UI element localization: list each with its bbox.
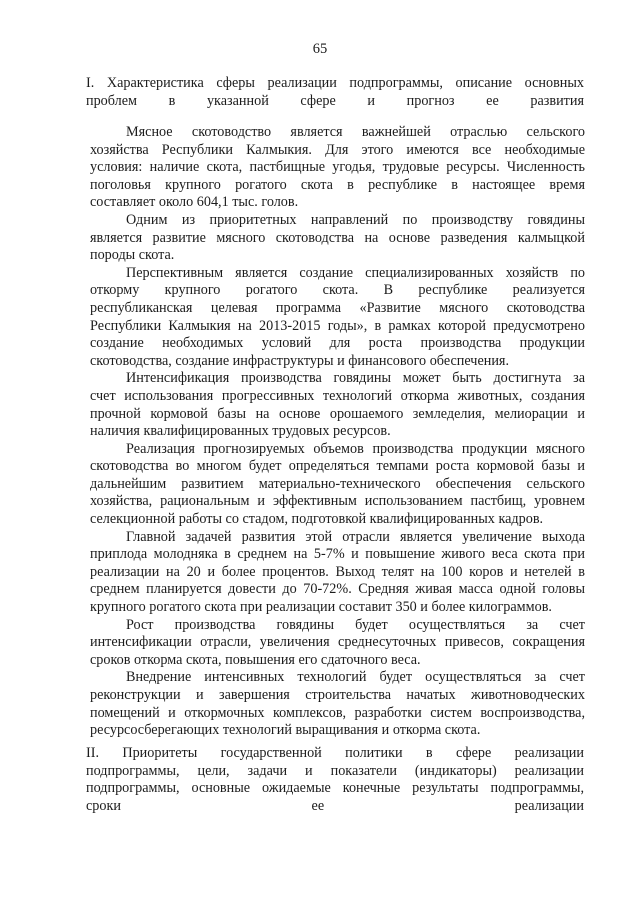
paragraph	[90, 265, 585, 371]
page-number: 65	[312, 41, 328, 57]
text-line: Перспективным является создание специализированных хозяйств по	[126, 264, 585, 281]
text-line: составляет около 604,1 тыс. голов.	[90, 194, 299, 211]
text-line: скотоводства, создание инфраструктуры и финансового обеспечения.	[90, 352, 509, 369]
text-line: республиканская целевая программа «Развитие мясного скотоводства	[90, 299, 585, 316]
text-line: Мясное скотоводство является важнейшей отраслью сельского	[126, 124, 585, 140]
heading-line: II. Приоритеты государственной политики в сфере реализации	[86, 745, 584, 761]
text-line: среднем планируется довести до 70-72%. Средняя живая масса одной головы	[90, 581, 585, 598]
paragraph	[90, 124, 585, 212]
text-line: ресурсосберегающих технологий выращивания и откорма скота.	[90, 722, 481, 739]
text-line: Интенсификация производства говядины может быть достигнута за	[126, 370, 585, 387]
text-line: Республики Калмыкия на 2013-2015 годы», в рамках которой предусмотрено	[90, 317, 585, 334]
text-line: Внедрение интенсивных технологий будет осуществляться за счет	[126, 669, 585, 686]
text-line: приплода молодняка в среднем на 5-7% и повышение живого веса скота при	[90, 546, 585, 563]
paragraph	[90, 529, 585, 617]
text-line: скотоводства во многом будет определяться темпами роста кормовой базы и	[90, 458, 585, 475]
text-line: селекционной работы со стадом, подготовкой квалифицированных кадров.	[90, 511, 544, 528]
text-line: создание необходимых условий для роста производства продукции	[90, 335, 585, 352]
text-line: условия: наличие скота, пастбищные угодья, трудовые ресурсы. Численность	[90, 159, 585, 176]
section-1-heading	[86, 75, 584, 110]
text-line: интенсификации отрасли, увеличения среднесуточных привесов, сокращения	[90, 634, 585, 651]
paragraph	[90, 669, 585, 739]
section-1-body	[90, 124, 585, 740]
text-line: Реализация прогнозируемых объемов производства продукции мясного	[126, 440, 585, 457]
text-line: хозяйства, рациональным и эффективным использованием пастбищ, уровнем	[90, 493, 585, 510]
text-line: откорму крупного рогатого скота. В республике реализуется	[90, 282, 585, 299]
heading-line: подпрограммы, цели, задачи и показатели (индикаторы) реализации	[86, 762, 584, 779]
text-line: Рост производства говядины будет осуществляться за счет	[126, 616, 585, 633]
text-line: реализации на 20 и более процентов. Выход телят на 100 коров и нетелей в	[90, 563, 585, 580]
heading-line: подпрограммы, основные ожидаемые конечные результаты подпрограммы,	[86, 780, 584, 797]
paragraph	[90, 441, 585, 529]
paragraph	[90, 212, 585, 265]
text-line: является развитие мясного скотоводства на основе разведения калмыцкой	[90, 229, 585, 246]
text-line: поголовья крупного рогатого скота в республике в настоящее время	[90, 176, 585, 193]
section-2-heading	[86, 745, 584, 815]
paragraph	[90, 370, 585, 440]
text-line: реконструкции и завершения строительства начатых животноводческих	[90, 687, 585, 703]
text-line: хозяйства Республики Калмыкия. Для этого имеются все необходимые	[90, 141, 585, 158]
text-line: счет использования прогрессивных технологий откорма животных, создания	[90, 387, 585, 404]
text-line: крупного рогатого скота при реализации составит 350 и более килограммов.	[90, 599, 552, 616]
paragraph	[90, 617, 585, 670]
text-line: дальнейшим развитием материально-технического обеспечения сельского	[90, 475, 585, 492]
text-line: Главной задачей развития этой отрасли является увеличение выхода	[126, 528, 585, 545]
text-line: наличия квалифицированных трудовых ресурсов.	[90, 423, 391, 440]
heading-line: проблем в указанной сфере и прогноз ее развития	[86, 92, 584, 109]
heading-line: сроки ее реализации	[86, 797, 584, 814]
text-line: породы скота.	[90, 247, 175, 264]
text-line: помещений и откормочных комплексов, разработки систем воспроизводства,	[90, 704, 585, 721]
text-line: сроков откорма скота, повышения его сдаточного веса.	[90, 651, 421, 668]
text-line: прочной кормовой базы на основе орошаемого земледелия, мелиорации и	[90, 405, 585, 422]
text-line: Одним из приоритетных направлений по производству говядины	[126, 211, 585, 228]
heading-line: I. Характеристика сферы реализации подпрограммы, описание основных	[86, 75, 584, 91]
